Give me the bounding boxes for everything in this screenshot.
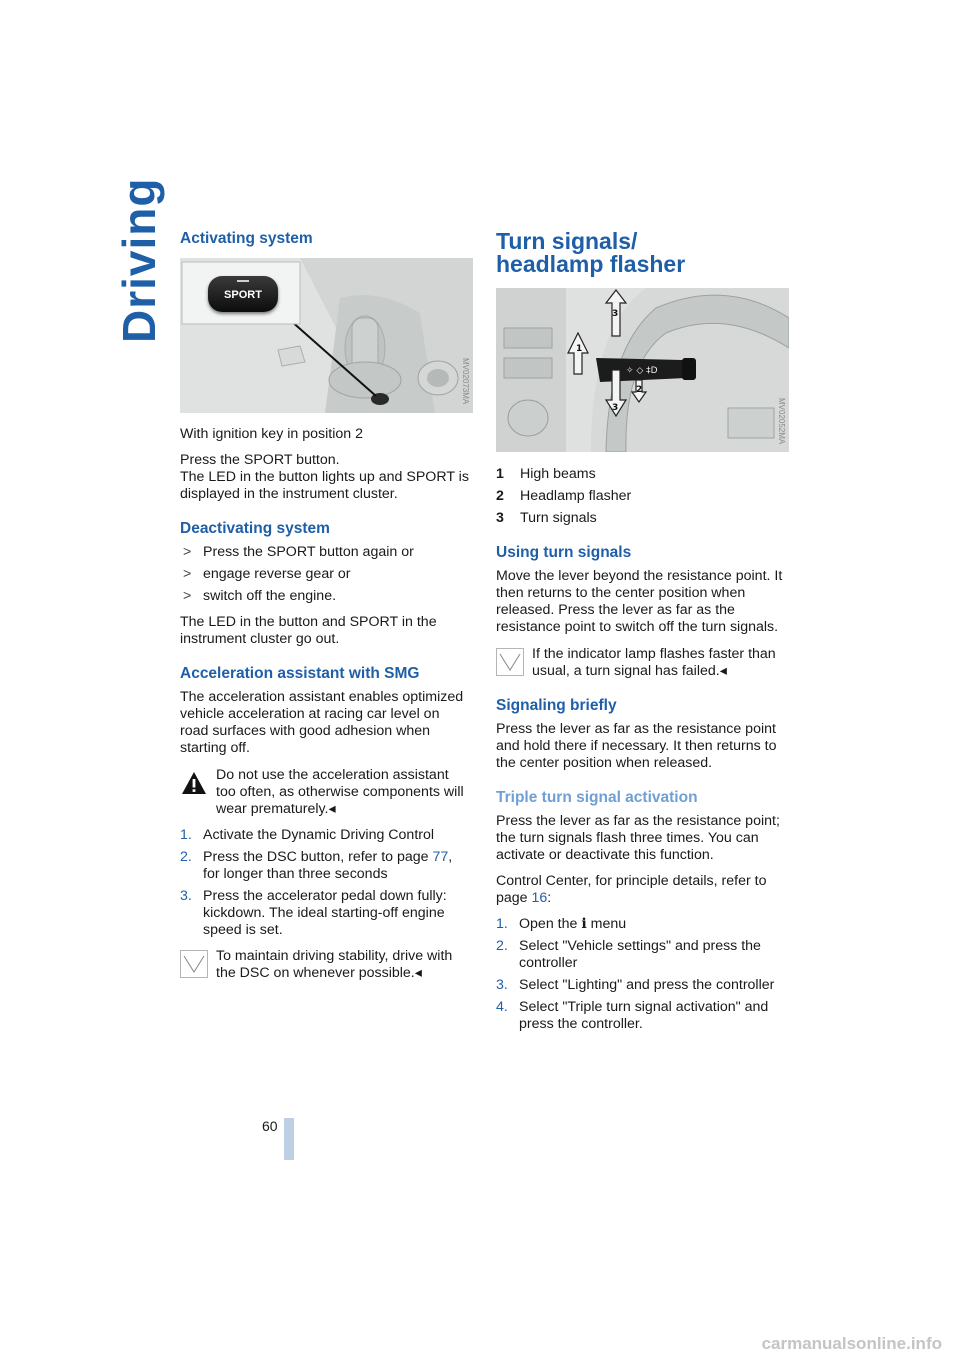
page-number-bar xyxy=(284,1118,294,1160)
list-marker: > xyxy=(183,566,192,582)
press-sport-line: Press the SPORT button. xyxy=(180,452,340,468)
acceleration-assistant-heading: Acceleration assistant with SMG xyxy=(180,665,420,682)
svg-text:2: 2 xyxy=(636,385,643,395)
tip-note xyxy=(180,948,470,982)
list-item: 1. Open the i menu xyxy=(496,916,627,932)
warning-note xyxy=(180,767,470,818)
acceleration-steps xyxy=(180,827,470,939)
list-item: > switch off the engine. xyxy=(183,588,337,604)
section-side-title: Driving xyxy=(113,177,165,343)
led-lights-line: The LED in the button lights up and SPORT is displayed in the instrument cluster. xyxy=(180,469,469,502)
svg-text:3: 3 xyxy=(612,403,619,413)
turn-signals-heading: Turn signals/ headlamp flasher xyxy=(496,228,686,277)
lever-illustration xyxy=(496,288,789,452)
svg-text:✧ ◇ ‡D: ✧ ◇ ‡D xyxy=(626,366,658,376)
tip-text: To maintain driving stability, drive with the DSC on whenever possible. xyxy=(216,948,453,981)
sport-button-label: SPORT xyxy=(224,289,262,301)
signaling-briefly-heading: Signaling briefly xyxy=(496,697,617,714)
right-column xyxy=(496,230,788,1042)
left-column xyxy=(180,230,470,991)
list-item: > Press the SPORT button again or xyxy=(183,544,414,560)
list-marker: > xyxy=(183,544,192,560)
list-marker: > xyxy=(183,588,192,604)
legend-item: 1 High beams xyxy=(496,466,596,482)
list-item: > engage reverse gear or xyxy=(183,566,351,582)
acceleration-assistant-text: The acceleration assistant enables optimized vehicle acceleration at racing car level on road surfaces with good adhesion when starting off. xyxy=(180,689,464,756)
list-item: 2. Select "Vehicle settings" and press the controller xyxy=(496,938,761,971)
figure-legend xyxy=(496,466,788,527)
signaling-briefly-text: Press the lever as far as the resistance point and hold there if necessary. It then returns to the center position when released. xyxy=(496,721,777,771)
list-item: 4. Select "Triple turn signal activation" and press the controller. xyxy=(496,999,769,1032)
deactivating-system-heading: Deactivating system xyxy=(180,520,330,537)
tip-checkmark-icon xyxy=(496,648,524,676)
figure-code-1: MV02073MA xyxy=(461,358,470,405)
warning-triangle-icon xyxy=(180,769,208,797)
activating-system-heading: Activating system xyxy=(180,230,313,247)
sport-button-figure xyxy=(180,258,473,413)
page-number: 60 xyxy=(262,1118,278,1134)
using-turn-signals-heading: Using turn signals xyxy=(496,544,632,561)
control-center-text: Control Center, for principle details, refer to page 16: xyxy=(496,873,767,906)
end-mark: ◂ xyxy=(719,663,727,679)
svg-text:3: 3 xyxy=(612,309,619,319)
page-link-77[interactable]: 77 xyxy=(432,849,449,865)
list-item: 3. Select "Lighting" and press the controller xyxy=(496,977,775,993)
legend-item: 2 Headlamp flasher xyxy=(496,488,632,504)
list-item: 3. Press the accelerator pedal down fully: kickdown. The ideal starting-off engine speed is set. xyxy=(180,888,447,938)
led-out-text: The LED in the button and SPORT in the instrument cluster go out. xyxy=(180,614,437,647)
info-icon: i xyxy=(581,916,587,932)
sport-button xyxy=(208,276,278,312)
deactivate-list xyxy=(180,544,470,605)
ignition-text: With ignition key in position 2 xyxy=(180,426,363,442)
triple-signal-steps xyxy=(496,916,788,1033)
press-sport-text xyxy=(180,452,470,503)
tip-checkmark-icon xyxy=(180,950,208,978)
turn-signal-lever-figure xyxy=(496,288,789,452)
using-turn-signals-text: Move the lever beyond the resistance point. It then returns to the center position when released. Press the lever as far as the resistance point to switch off the turn signals. xyxy=(496,568,783,635)
footer-watermark: carmanualsonline.info xyxy=(761,1334,942,1353)
page-link-16[interactable]: 16 xyxy=(531,890,548,906)
legend-item: 3 Turn signals xyxy=(496,510,597,526)
list-item: 2. Press the DSC button, refer to page 77, for longer than three seconds xyxy=(180,849,453,882)
triple-turn-signal-text: Press the lever as far as the resistance point; the turn signals flash three times. You can activate or deactivate this function. xyxy=(496,813,780,863)
end-mark: ◂ xyxy=(328,801,336,817)
list-item: 1. Activate the Dynamic Driving Control xyxy=(180,827,435,843)
tip-text: If the indicator lamp flashes faster than usual, a turn signal has failed. xyxy=(532,646,776,679)
tip-note xyxy=(496,646,788,680)
warning-text: Do not use the acceleration assistant too often, as otherwise components will wear prematurely.◂ xyxy=(216,767,464,817)
end-mark: ◂ xyxy=(414,965,422,981)
triple-turn-signal-heading: Triple turn signal activation xyxy=(496,789,698,806)
figure-code-2: MV02052MA xyxy=(777,398,786,445)
sport-led xyxy=(237,280,249,282)
svg-text:1: 1 xyxy=(576,344,583,354)
